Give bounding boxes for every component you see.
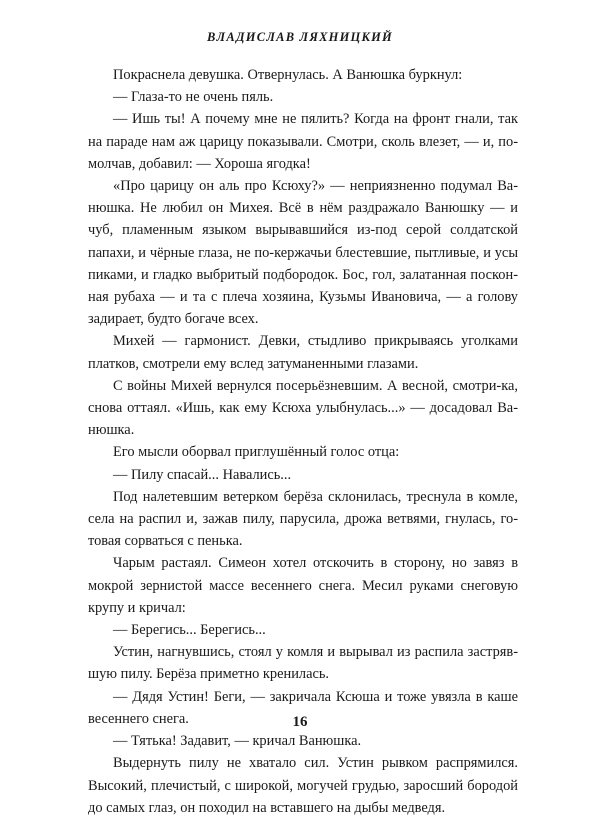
paragraph: С войны Михей вернулся посерьёзневшим. А весной, смотри-ка, снова оттаял. «Ишь, как ему Ксюха улыбнулась...» — досадовал Ванюшка. [88, 377, 518, 439]
paragraph: Под налетевшим ветерком берёза склонилась, треснула в комле, села на распил и, зажав пилу, парусила, дрожа ветвями, гнулась, готовая сорваться с пенька. [88, 488, 518, 550]
paragraph: Покраснела девушка. Отвернулась. А Ванюшка буркнул: [113, 67, 463, 83]
paragraph: — Глаза-то не очень пяль. [113, 89, 274, 106]
paragraph: Чарым растаял. Симеон хотел отскочить в сторону, но завяз в мокрой зернистой массе весеннего снега. Месил руками снеговую крупу и кричал: [88, 555, 518, 616]
paragraph: Его мысли оборвал приглушённый голос отца: [113, 444, 400, 461]
paragraph: — Берегись... Берегись... [113, 622, 266, 639]
paragraph: — Ишь ты! А почему мне не пялить? Когда на фронт гнали, так на параде нам аж царицу показывали. Смотри, сколь влезет, — и, помолчав, добавил: — Хороша ягодка! [88, 111, 518, 172]
body-text [88, 64, 518, 819]
paragraph: Михей — гармонист. Девки, стыдливо прикрываясь уголками платков, смотрели ему вслед затуманенными глазами. [88, 333, 518, 372]
paragraph: Устин, нагнувшись, стоял у комля и вырывал из распила застрявшую пилу. Берёза приметно кренилась. [88, 644, 518, 683]
running-header-author: ВЛАДИСЛАВ ЛЯХНИЦКИЙ [207, 30, 393, 44]
page-number: 16 [292, 714, 308, 730]
paragraph: — Пилу спасай... Навались... [113, 466, 292, 483]
paragraph: Выдернуть пилу не хватало сил. Устин рывком распрямился. Высокий, плечистый, с широкой, могучей грудью, заросший бородой до самых глаз, он походил на вставшего на дыбы медведя. [88, 755, 518, 816]
paragraph: — Тятька! Задавит, — кричал Ванюшка. [113, 733, 362, 750]
paragraph: «Про царицу он аль про Ксюху?» — неприязненно подумал Ванюшка. Не любил он Михея. Всё в нём раздражало Ванюшку — и чуб, пламенным языком вырывавшийся из-под серой солдатской папахи, и чёрные глаза, не по-кержачьи блестевшие, пытливые, и усы пиками, и гладко выбритый подбородок. Бос, гол, залатанная посконная рубаха — и та с плеча хозяина, Кузьмы Ивановича, — а голову задирает, будто богаче всех. [88, 178, 518, 328]
paragraph: — Дядя Устин! Беги, — закричала Ксюша и тоже увязла в каше весеннего снега. [88, 688, 518, 727]
